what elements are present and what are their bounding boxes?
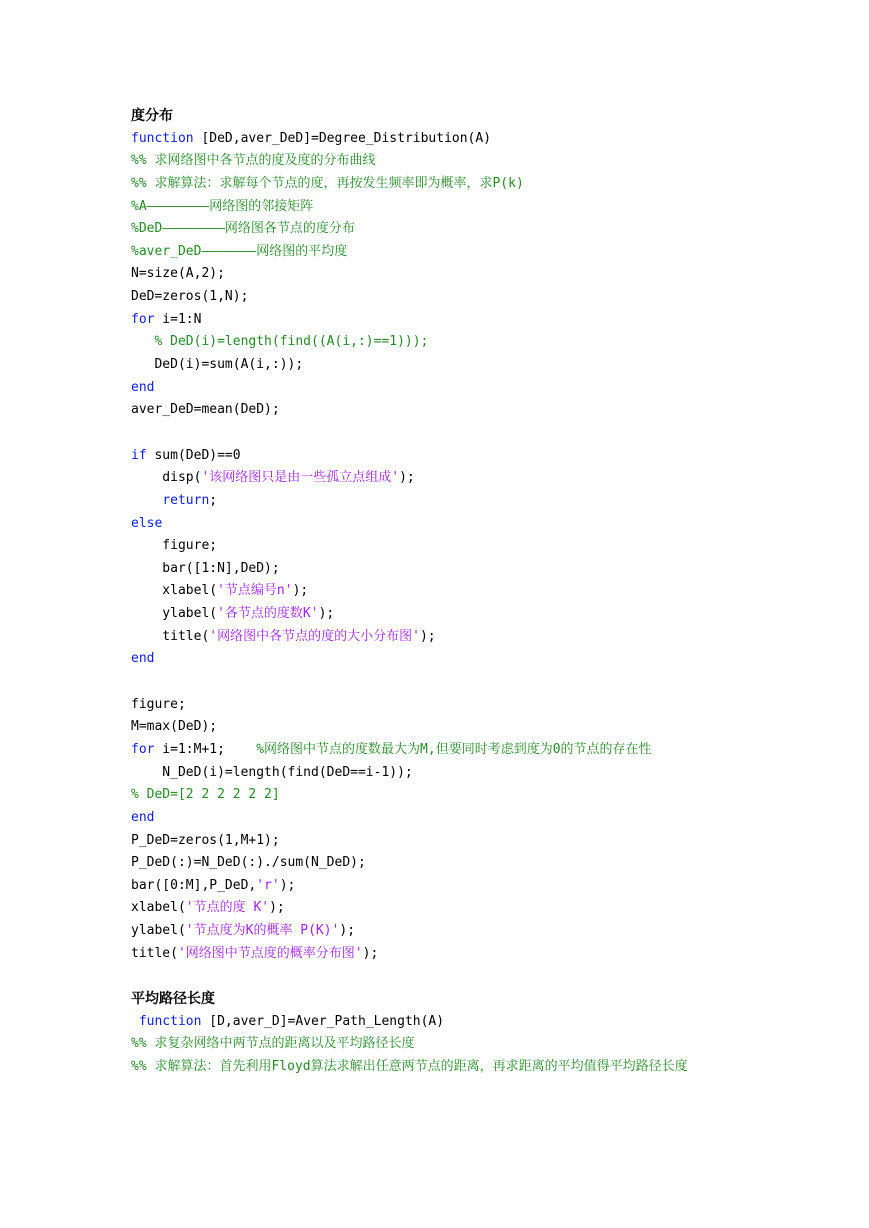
- code-text: figure;: [131, 538, 218, 554]
- code-line: [131, 852, 751, 875]
- code-keyword: function: [131, 130, 194, 146]
- code-text: P_DeD=zeros(1,M+1);: [131, 832, 280, 848]
- code-comment: %% 求解算法：求解每个节点的度，再按发生频率即为概率，求P(k): [131, 175, 524, 191]
- code-keyword: end: [131, 651, 155, 667]
- code-line: [131, 128, 751, 151]
- code-comment: %aver_DeD———————网络图的平均度: [131, 243, 348, 259]
- blank-line: [131, 671, 751, 694]
- code-comment: %DeD————————网络图各节点的度分布: [131, 221, 355, 237]
- code-keyword: if: [131, 447, 147, 463]
- code-keyword: end: [131, 379, 155, 395]
- code-text: P_DeD(:)=N_DeD(:)./sum(N_DeD);: [131, 855, 366, 871]
- code-line: [131, 762, 751, 785]
- code-line: [131, 150, 751, 173]
- code-line: [131, 603, 751, 626]
- code-comment: % DeD(i)=length(find((A(i,:)==1)));: [131, 334, 429, 350]
- code-text: aver_DeD=mean(DeD);: [131, 402, 280, 418]
- code-line: [131, 626, 751, 649]
- code-line: [131, 513, 751, 536]
- code-line: [131, 399, 751, 422]
- code-text: ;: [209, 492, 218, 508]
- code-text: N=size(A,2);: [131, 266, 225, 282]
- code-line: [131, 897, 751, 920]
- code-line: [131, 535, 751, 558]
- code-text: DeD=zeros(1,N);: [131, 289, 249, 305]
- code-text: );: [339, 923, 356, 939]
- code-line: [131, 467, 751, 490]
- code-line: [131, 309, 751, 332]
- code-string: '网络图中各节点的度的大小分布图': [209, 628, 420, 644]
- code-text: );: [269, 900, 285, 916]
- code-comment: %网络图中节点的度数最大为M,但要同时考虑到度为0的节点的存在性: [256, 741, 652, 757]
- code-line: [131, 920, 751, 943]
- code-text: );: [419, 628, 436, 644]
- code-comment: %A————————网络图的邻接矩阵: [131, 198, 314, 214]
- code-line: [131, 263, 751, 286]
- code-text: title(: [131, 628, 210, 644]
- code-line: [131, 218, 751, 241]
- code-line: [131, 445, 751, 468]
- code-line: [131, 377, 751, 400]
- code-text: );: [362, 945, 379, 961]
- code-comment: %% 求复杂网络中两节点的距离以及平均路径长度: [131, 1036, 415, 1052]
- code-comment: %% 求解算法：首先利用Floyd算法求解出任意两节点的距离，再求距离的平均值得平均路径长度: [131, 1058, 688, 1074]
- blank-line: [131, 965, 751, 988]
- code-text: sum(DeD)==0: [146, 447, 241, 463]
- section-heading: 度分布: [131, 108, 173, 124]
- code-line: [131, 694, 751, 717]
- code-text: figure;: [131, 696, 186, 712]
- code-text: xlabel(: [131, 900, 186, 916]
- code-line: [131, 807, 751, 830]
- code-line: [131, 875, 751, 898]
- code-line: [131, 784, 751, 807]
- code-keyword: else: [131, 515, 163, 531]
- code-text: i=1:N: [154, 311, 202, 327]
- code-string: '节点度为K的概率 P(K)': [185, 923, 340, 939]
- code-comment: % DeD=[2 2 2 2 2 2]: [131, 787, 280, 803]
- code-text: bar([0:M],P_DeD,: [131, 877, 257, 893]
- code-keyword: for: [131, 741, 155, 757]
- code-string: 'r': [256, 877, 280, 893]
- code-text: [DeD,aver_DeD]=Degree_Distribution(A): [193, 130, 492, 146]
- code-text: DeD(i)=sum(A(i,:));: [131, 357, 304, 373]
- code-text: );: [292, 583, 309, 599]
- code-comment: %% 求网络图中各节点的度及度的分布曲线: [131, 153, 376, 169]
- code-line: [131, 241, 751, 264]
- code-text: title(: [131, 945, 178, 961]
- blank-line: [131, 422, 751, 445]
- document-content: [131, 105, 751, 1079]
- code-text: ylabel(: [131, 606, 218, 622]
- code-line: [131, 558, 751, 581]
- code-line: [131, 1033, 751, 1056]
- code-line: [131, 173, 751, 196]
- code-line: [131, 1011, 751, 1034]
- code-keyword: return: [162, 492, 210, 508]
- code-text: [131, 1014, 139, 1029]
- code-line: [131, 716, 751, 739]
- code-line: [131, 1056, 751, 1079]
- code-keyword: function: [138, 1013, 202, 1029]
- code-line: [131, 648, 751, 671]
- code-string: '各节点的度数K': [217, 606, 319, 622]
- code-line: [131, 580, 751, 603]
- code-text: [D,aver_D]=Aver_Path_Length(A): [201, 1013, 445, 1029]
- code-text: );: [399, 470, 415, 486]
- code-text: [131, 493, 162, 508]
- code-text: );: [318, 606, 335, 622]
- code-line: [131, 196, 751, 219]
- code-line: [131, 739, 751, 762]
- code-line: [131, 830, 751, 853]
- code-keyword: for: [131, 311, 155, 327]
- code-keyword: end: [131, 809, 155, 825]
- code-line: [131, 943, 751, 966]
- code-text: M=max(DeD);: [131, 719, 218, 735]
- code-string: '该网络图只是由一些孤立点组成': [201, 470, 400, 486]
- code-text: );: [279, 877, 296, 893]
- code-text: i=1:M+1;: [154, 741, 257, 757]
- code-string: '节点的度 K': [185, 900, 270, 916]
- code-line: [131, 286, 751, 309]
- code-text: disp(: [131, 470, 202, 486]
- code-text: bar([1:N],DeD);: [131, 560, 280, 576]
- code-text: xlabel(: [131, 583, 218, 599]
- code-string: '网络图中节点度的概率分布图': [177, 945, 363, 961]
- code-text: ylabel(: [131, 923, 186, 939]
- code-string: '节点编号n': [217, 583, 293, 599]
- code-line: [131, 331, 751, 354]
- section-heading: 平均路径长度: [131, 990, 215, 1007]
- code-line: [131, 354, 751, 377]
- code-line: [131, 490, 751, 513]
- code-text: N_DeD(i)=length(find(DeD==i-1));: [131, 764, 413, 780]
